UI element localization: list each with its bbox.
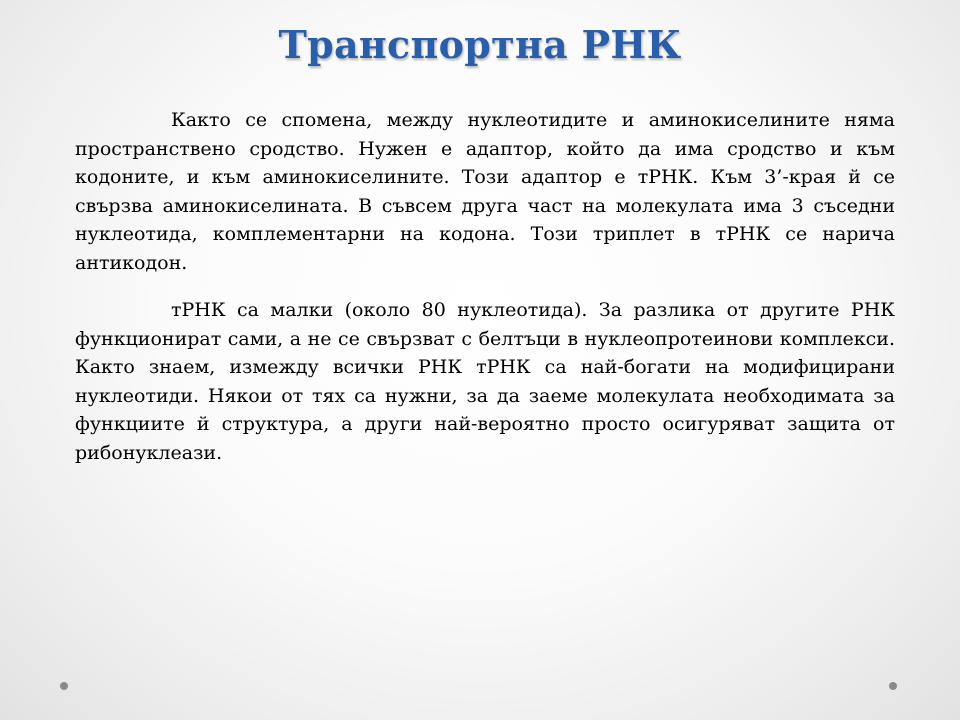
paragraph-trna-adaptor: Както се спомена, между нуклеотидите и аминокиселините няма пространствено сродство. Нужен е адаптор, който да има сродство и към кодоните, и към аминокиселините. Този адаптор е тРНК. Към 3’-края й се свързва аминокиселината. В съвсем друга част на молекулата има 3 съседни нуклеотида, комплементарни на кодона. Този триплет в тРНК се нарича антикодон.: [75, 109, 895, 274]
slide-title: Транспортна РНК: [278, 22, 682, 67]
paragraph-trna-properties: тРНК са малки (около 80 нуклеотида). За разлика от другите РНК функционират сами, а не се свързват с белтъци в нуклеопротеинови комплекси. Както знаем, измежду всички РНК тРНК са най-богати на модифицирани нуклеотиди. Някои от тях са нужни, за да заеме молекулата необходимата за функциите й структура, а други най-вероятно просто осигуряват защита от рибонуклеази.: [75, 299, 895, 464]
slide-body: [75, 106, 895, 486]
decorative-dot-right: [889, 682, 897, 690]
decorative-dot-left: [60, 682, 68, 690]
